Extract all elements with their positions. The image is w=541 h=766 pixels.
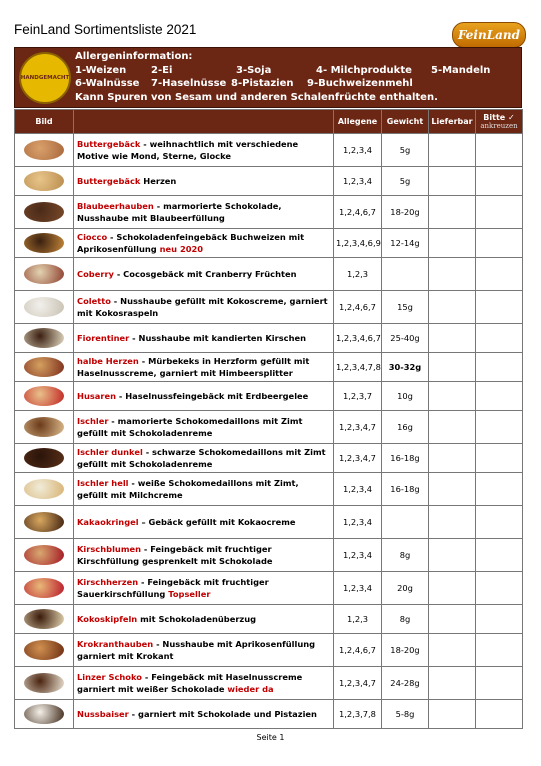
- product-name: halbe Herzen: [77, 356, 139, 366]
- gewicht-cell: 5-8g: [382, 700, 429, 729]
- gewicht-cell: 12-14g: [382, 229, 429, 258]
- header-bitte-label: Bitte ✓: [483, 113, 515, 122]
- header-description: [74, 110, 334, 134]
- product-name: Buttergebäck: [77, 139, 141, 149]
- table-header-row: [15, 110, 523, 134]
- product-name: Coletto: [77, 296, 111, 306]
- allergene-cell: 1,2,4,6,7: [334, 196, 382, 229]
- product-highlight: wieder da: [227, 684, 274, 694]
- gewicht-cell: 16-18g: [382, 444, 429, 473]
- allergen-item: 6-Walnüsse: [75, 78, 140, 89]
- lieferbar-cell[interactable]: [429, 229, 476, 258]
- feinland-logo: FeinLand: [452, 22, 526, 48]
- cookie-image: [24, 171, 64, 191]
- product-name: Buttergebäck: [77, 176, 141, 186]
- checkbox-cell[interactable]: [476, 229, 523, 258]
- lieferbar-cell[interactable]: [429, 324, 476, 353]
- lieferbar-cell[interactable]: [429, 411, 476, 444]
- lieferbar-cell[interactable]: [429, 572, 476, 605]
- allergene-cell: 1,2,3,4,7: [334, 444, 382, 473]
- cookie-image: [24, 264, 64, 284]
- product-name: Ischler: [77, 416, 109, 426]
- cookie-image: [24, 297, 64, 317]
- table-row: [15, 506, 523, 539]
- product-name: Linzer Schoko: [77, 672, 142, 682]
- cookie-image: [24, 357, 64, 377]
- cookie-image: [24, 578, 64, 598]
- checkbox-cell[interactable]: [476, 382, 523, 411]
- allergene-cell: 1,2,3,4,7,8: [334, 353, 382, 382]
- cookie-image: [24, 417, 64, 437]
- lieferbar-cell[interactable]: [429, 196, 476, 229]
- gewicht-cell: 8g: [382, 605, 429, 634]
- product-detail: - Nusshaube mit kandierten Kirschen: [129, 333, 307, 343]
- allergen-info: [75, 50, 490, 104]
- product-description: [74, 229, 334, 258]
- product-detail: - Feingebäck mit Haselnusscreme garniert mit weißer Schokolade: [77, 672, 303, 694]
- table-row: [15, 167, 523, 196]
- lieferbar-cell[interactable]: [429, 506, 476, 539]
- header-bitte: [476, 110, 523, 134]
- product-detail: - Mürbekeks in Herzform gefüllt mit Haselnusscreme, garniert mit Himbeersplitter: [77, 356, 310, 378]
- checkbox-cell[interactable]: [476, 506, 523, 539]
- product-detail: – Gebäck gefüllt mit Kokaocreme: [138, 517, 296, 527]
- product-image-cell: [15, 444, 74, 473]
- gewicht-cell: 5g: [382, 167, 429, 196]
- allergene-cell: 1,2,3: [334, 258, 382, 291]
- product-image-cell: [15, 324, 74, 353]
- allergen-banner: [14, 47, 522, 108]
- cookie-image: [24, 448, 64, 468]
- allergene-cell: 1,2,4,6,7: [334, 291, 382, 324]
- product-image-cell: [15, 539, 74, 572]
- allergene-cell: 1,2,3,4: [334, 572, 382, 605]
- product-description: [74, 539, 334, 572]
- product-image-cell: [15, 196, 74, 229]
- gewicht-cell: 16g: [382, 411, 429, 444]
- product-name: Ischler hell: [77, 478, 129, 488]
- allergen-item: 7-Haselnüsse: [151, 78, 227, 89]
- product-detail: - Nusshaube mit Aprikosenfüllung garniert mit Krokant: [77, 639, 316, 661]
- product-description: [74, 196, 334, 229]
- allergene-cell: 1,2,3,4,6,7: [334, 324, 382, 353]
- table-row: [15, 134, 523, 167]
- table-row: [15, 605, 523, 634]
- checkbox-cell[interactable]: [476, 353, 523, 382]
- product-image-cell: [15, 353, 74, 382]
- table-row: [15, 411, 523, 444]
- checkbox-cell[interactable]: [476, 667, 523, 700]
- product-image-cell: [15, 506, 74, 539]
- gewicht-cell: 20g: [382, 572, 429, 605]
- allergene-cell: 1,2,3,7: [334, 382, 382, 411]
- handgemacht-seal: HANDGEMACHT: [19, 52, 71, 104]
- product-image-cell: [15, 700, 74, 729]
- checkbox-cell[interactable]: [476, 700, 523, 729]
- checkbox-cell[interactable]: [476, 324, 523, 353]
- product-name: Coberry: [77, 269, 114, 279]
- table-row: [15, 324, 523, 353]
- product-name: Ciocco: [77, 232, 108, 242]
- allergen-heading: Allergeninformation:: [75, 51, 193, 62]
- gewicht-cell: 30-32g: [382, 353, 429, 382]
- cookie-image: [24, 140, 64, 160]
- product-description: [74, 572, 334, 605]
- header-allergene: Allegene: [334, 110, 382, 134]
- header-bild: Bild: [15, 110, 74, 134]
- table-row: [15, 382, 523, 411]
- allergen-row-1: [75, 64, 490, 78]
- lieferbar-cell[interactable]: [429, 291, 476, 324]
- gewicht-cell: 18-20g: [382, 634, 429, 667]
- product-image-cell: [15, 229, 74, 258]
- gewicht-cell: 5g: [382, 134, 429, 167]
- table-row: [15, 539, 523, 572]
- table-row: [15, 572, 523, 605]
- lieferbar-cell[interactable]: [429, 134, 476, 167]
- product-detail: - weiße Schokomedaillons mit Zimt, gefüllt mit Milchcreme: [77, 478, 299, 500]
- table-row: [15, 353, 523, 382]
- cookie-image: [24, 545, 64, 565]
- product-description: [74, 258, 334, 291]
- product-image-cell: [15, 605, 74, 634]
- product-description: [74, 134, 334, 167]
- checkbox-cell[interactable]: [476, 634, 523, 667]
- checkbox-cell[interactable]: [476, 605, 523, 634]
- cookie-image: [24, 609, 64, 629]
- product-detail: - Haselnussfeingebäck mit Erdbeergelee: [116, 391, 309, 401]
- product-name: Krokranthauben: [77, 639, 154, 649]
- product-description: [74, 382, 334, 411]
- gewicht-cell: 10g: [382, 382, 429, 411]
- product-description: [74, 506, 334, 539]
- lieferbar-cell[interactable]: [429, 167, 476, 196]
- allergene-cell: 1,2,3,4: [334, 539, 382, 572]
- product-image-cell: [15, 411, 74, 444]
- table-row: [15, 291, 523, 324]
- gewicht-cell: [382, 506, 429, 539]
- lieferbar-cell[interactable]: [429, 444, 476, 473]
- product-detail: - Cocosgebäck mit Cranberry Früchten: [113, 269, 297, 279]
- product-detail: - Schokoladenfeingebäck Buchweizen mit Aprikosenfüllung: [77, 232, 305, 254]
- checkbox-cell[interactable]: [476, 196, 523, 229]
- product-detail: - Nusshaube gefüllt mit Kokoscreme, garniert mit Kokosraspeln: [77, 296, 328, 318]
- checkbox-cell[interactable]: [476, 167, 523, 196]
- lieferbar-cell[interactable]: [429, 700, 476, 729]
- cookie-image: [24, 673, 64, 693]
- lieferbar-cell[interactable]: [429, 605, 476, 634]
- product-detail: Herzen: [140, 176, 177, 186]
- product-detail: - mamorierte Schokomedaillons mit Zimt gefüllt mit Schokoladenreme: [77, 416, 303, 438]
- product-highlight: neu 2020: [159, 244, 204, 254]
- allergene-cell: 1,2,3,4: [334, 506, 382, 539]
- cookie-image: [24, 233, 64, 253]
- cookie-image: [24, 386, 64, 406]
- allergen-item: 2-Ei: [151, 64, 173, 76]
- product-description: [74, 473, 334, 506]
- product-image-cell: [15, 572, 74, 605]
- allergen-item: 4- Milchprodukte: [316, 64, 412, 76]
- checkbox-cell[interactable]: [476, 473, 523, 506]
- cookie-image: [24, 704, 64, 724]
- product-image-cell: [15, 382, 74, 411]
- allergene-cell: 1,2,3,4,6,9: [334, 229, 382, 258]
- product-description: [74, 324, 334, 353]
- product-detail: - garniert mit Schokolade und Pistazien: [128, 709, 317, 719]
- table-row: [15, 473, 523, 506]
- product-detail: - Feingebäck mit fruchtiger Kirschfüllung gesprenkelt mit Schokolade: [77, 544, 273, 566]
- product-highlight: Topseller: [168, 589, 211, 599]
- gewicht-cell: 8g: [382, 539, 429, 572]
- checkbox-cell[interactable]: [476, 291, 523, 324]
- table-row: [15, 196, 523, 229]
- product-description: [74, 634, 334, 667]
- product-image-cell: [15, 634, 74, 667]
- product-name: Ischler dunkel: [77, 447, 143, 457]
- allergene-cell: 1,2,3,4,7: [334, 411, 382, 444]
- lieferbar-cell[interactable]: [429, 539, 476, 572]
- table-row: [15, 258, 523, 291]
- gewicht-cell: 25-40g: [382, 324, 429, 353]
- allergen-item: 1-Weizen: [75, 64, 127, 76]
- product-name: Husaren: [77, 391, 117, 401]
- product-detail: - weihnachtlich mit verschiedene Motive wie Mond, Sterne, Glocke: [77, 139, 299, 161]
- allergene-cell: 1,2,3,4,7: [334, 667, 382, 700]
- product-description: [74, 291, 334, 324]
- product-description: [74, 167, 334, 196]
- lieferbar-cell[interactable]: [429, 667, 476, 700]
- product-name: Nussbaiser: [77, 709, 129, 719]
- page-footer: Seite 1: [256, 733, 285, 742]
- allergene-cell: 1,2,3,4: [334, 473, 382, 506]
- checkbox-cell[interactable]: [476, 444, 523, 473]
- header-bitte-sub: ankreuzen: [480, 122, 518, 130]
- checkbox-cell[interactable]: [476, 539, 523, 572]
- product-description: [74, 353, 334, 382]
- checkbox-cell[interactable]: [476, 411, 523, 444]
- product-description: [74, 444, 334, 473]
- allergene-cell: 1,2,3,4: [334, 167, 382, 196]
- allergen-item: 8-Pistazien: [231, 78, 294, 89]
- gewicht-cell: 18-20g: [382, 196, 429, 229]
- lieferbar-cell[interactable]: [429, 382, 476, 411]
- allergen-item: 3-Soja: [236, 64, 272, 76]
- allergen-item: 5-Mandeln: [431, 64, 491, 76]
- lieferbar-cell[interactable]: [429, 634, 476, 667]
- product-name: Blaubeerhauben: [77, 201, 154, 211]
- cookie-image: [24, 328, 64, 348]
- table-row: [15, 667, 523, 700]
- product-name: Kirschblumen: [77, 544, 141, 554]
- product-name: Kokoskipfeln: [77, 614, 138, 624]
- header-gewicht: Gewicht: [382, 110, 429, 134]
- product-table: [14, 109, 523, 729]
- table-row: [15, 700, 523, 729]
- product-description: [74, 667, 334, 700]
- product-image-cell: [15, 167, 74, 196]
- checkbox-cell[interactable]: [476, 258, 523, 291]
- table-row: [15, 634, 523, 667]
- product-description: [74, 700, 334, 729]
- allergen-note: Kann Spuren von Sesam und anderen Schalenfrüchte enthalten.: [75, 91, 438, 103]
- product-name: Kakaokringel: [77, 517, 139, 527]
- lieferbar-cell[interactable]: [429, 473, 476, 506]
- allergene-cell: 1,2,3: [334, 605, 382, 634]
- cookie-image: [24, 640, 64, 660]
- allergen-row-2: [75, 77, 490, 91]
- cookie-image: [24, 512, 64, 532]
- product-description: [74, 411, 334, 444]
- product-image-cell: [15, 473, 74, 506]
- product-detail: - marmorierte Schokolade, Nusshaube mit Blaubeerfüllung: [77, 201, 282, 223]
- table-row: [15, 444, 523, 473]
- gewicht-cell: [382, 258, 429, 291]
- allergene-cell: 1,2,4,6,7: [334, 634, 382, 667]
- cookie-image: [24, 479, 64, 499]
- product-name: Kirschherzen: [77, 577, 139, 587]
- checkbox-cell[interactable]: [476, 572, 523, 605]
- gewicht-cell: 24-28g: [382, 667, 429, 700]
- lieferbar-cell[interactable]: [429, 258, 476, 291]
- product-image-cell: [15, 258, 74, 291]
- product-image-cell: [15, 291, 74, 324]
- product-name: Fiorentiner: [77, 333, 130, 343]
- document-title: FeinLand Sortimentsliste 2021: [14, 22, 197, 37]
- product-image-cell: [15, 134, 74, 167]
- product-detail: mit Schokoladenüberzug: [137, 614, 257, 624]
- checkbox-cell[interactable]: [476, 134, 523, 167]
- product-description: [74, 605, 334, 634]
- allergene-cell: 1,2,3,7,8: [334, 700, 382, 729]
- allergene-cell: 1,2,3,4: [334, 134, 382, 167]
- allergen-item: 9-Buchweizenmehl: [307, 78, 413, 89]
- lieferbar-cell[interactable]: [429, 353, 476, 382]
- header-lieferbar: Lieferbar: [429, 110, 476, 134]
- product-detail: - schwarze Schokomedaillons mit Zimt gefüllt mit Schokoladenreme: [77, 447, 326, 469]
- product-detail: - Feingebäck mit fruchtiger Sauerkirschfüllung: [77, 577, 269, 599]
- table-row: [15, 229, 523, 258]
- gewicht-cell: 16-18g: [382, 473, 429, 506]
- gewicht-cell: 15g: [382, 291, 429, 324]
- product-image-cell: [15, 667, 74, 700]
- cookie-image: [24, 202, 64, 222]
